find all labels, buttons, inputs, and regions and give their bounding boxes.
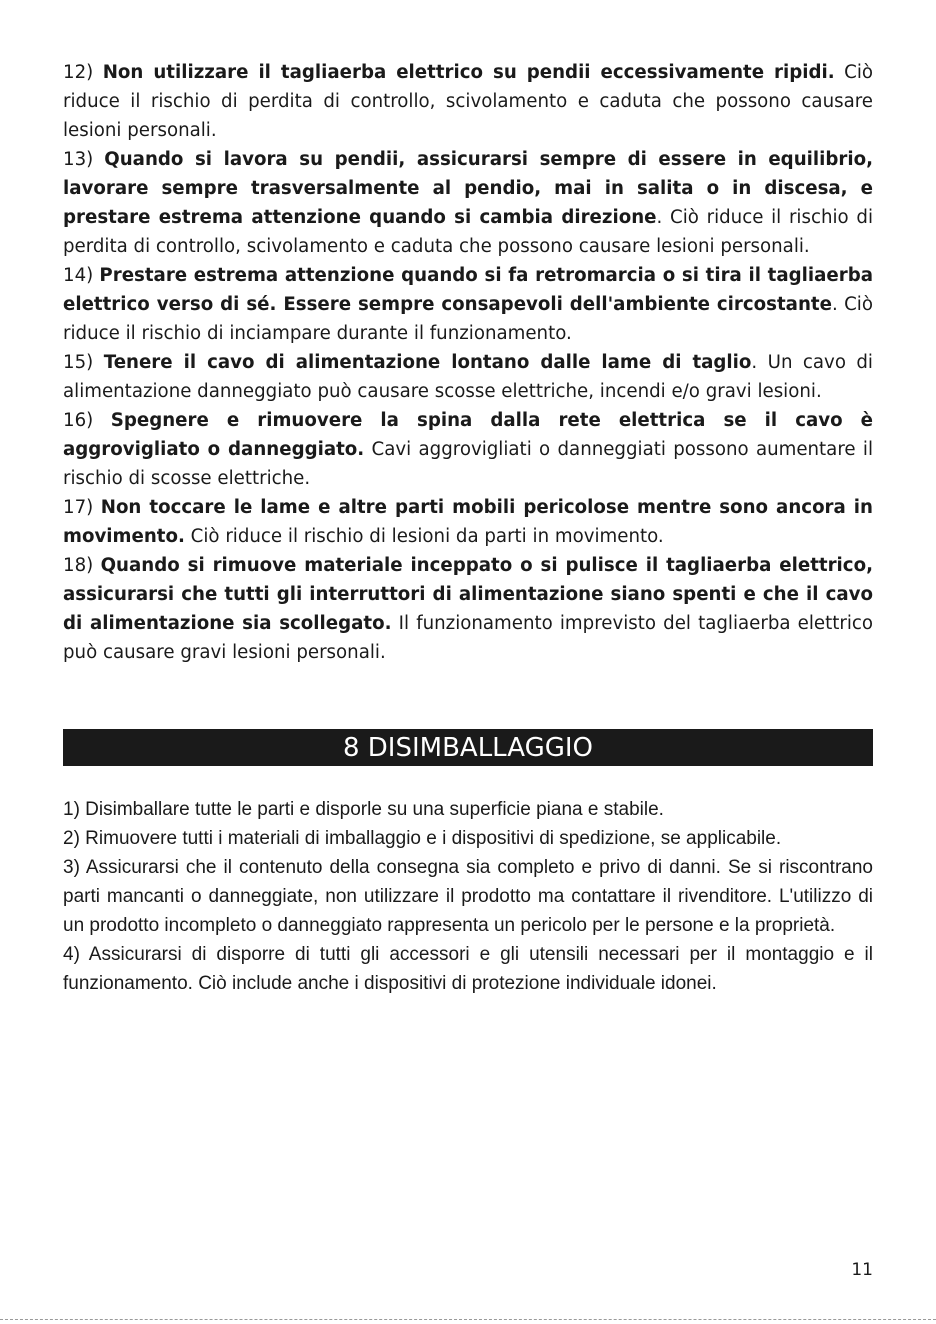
section-heading — [63, 729, 873, 766]
page-number: 11 — [851, 1260, 873, 1280]
safety-item-16: 16) Spegnere e rimuovere la spina dalla rete elettrica se il cavo è aggrovigliato o danneggiato. Cavi aggrovigliati o danneggiati possono aumentare il rischio di scosse elettriche. — [63, 410, 874, 489]
safety-item-17: 17) Non toccare le lame e altre parti mobili pericolose mentre sono ancora in movimento. Ciò riduce il rischio di lesioni da parti in movimento. — [63, 497, 873, 547]
page-bottom-divider — [0, 1319, 936, 1320]
unpacking-item-2: 2) Rimuovere tutti i materiali di imballaggio e i dispositivi di spedizione, se applicabile. — [63, 828, 782, 849]
safety-item-13: 13) Quando si lavora su pendii, assicurarsi sempre di essere in equilibrio, lavorare sempre trasversalmente al pendio, mai in salita o in discesa, e prestare estrema attenzione quando si cambia direzione. Ciò riduce il rischio di perdita di controllo, scivolamento e caduta che possono causare lesioni personali. — [63, 149, 873, 257]
safety-item-18: 18) Quando si rimuove materiale inceppato o si pulisce il tagliaerba elettrico, assicurarsi che tutti gli interruttori di alimentazione siano spenti e che il cavo di alimentazione sia scollegato. Il funzionamento imprevisto del tagliaerba elettrico può causare gravi lesioni personali. — [63, 555, 874, 663]
unpacking-instructions — [63, 795, 873, 998]
unpacking-item-4: 4) Assicurarsi di disporre di tutti gli accessori e gli utensili necessari per il montaggio e il funzionamento. Ciò include anche i dispositivi di protezione individuale idonei. — [63, 944, 873, 994]
safety-item-14: 14) Prestare estrema attenzione quando si fa retromarcia o si tira il tagliaerba elettrico verso di sé. Essere sempre consapevoli dell'ambiente circostante. Ciò riduce il rischio di inciampare durante il funzionamento. — [63, 265, 873, 344]
safety-item-12: 12) Non utilizzare il tagliaerba elettrico su pendii eccessivamente ripidi. Ciò riduce il rischio di perdita di controllo, scivolamento e caduta che possono causare lesioni personali. — [63, 62, 873, 141]
safety-item-15: 15) Tenere il cavo di alimentazione lontano dalle lame di taglio. Un cavo di alimentazione danneggiato può causare scosse elettriche, incendi e/o gravi lesioni. — [63, 352, 873, 402]
section-title: 8 DISIMBALLAGGIO — [342, 732, 594, 763]
unpacking-item-3: 3) Assicurarsi che il contenuto della consegna sia completo e privo di danni. Se si riscontrano parti mancanti o danneggiate, non utilizzare il prodotto ma contattare il rivenditore. L'utilizzo di un prodotto incompleto o danneggiato rappresenta un pericolo per le persone e la proprietà. — [63, 857, 873, 936]
unpacking-item-1: 1) Disimballare tutte le parti e disporle su una superficie piana e stabile. — [63, 799, 664, 820]
safety-instructions — [63, 58, 873, 667]
